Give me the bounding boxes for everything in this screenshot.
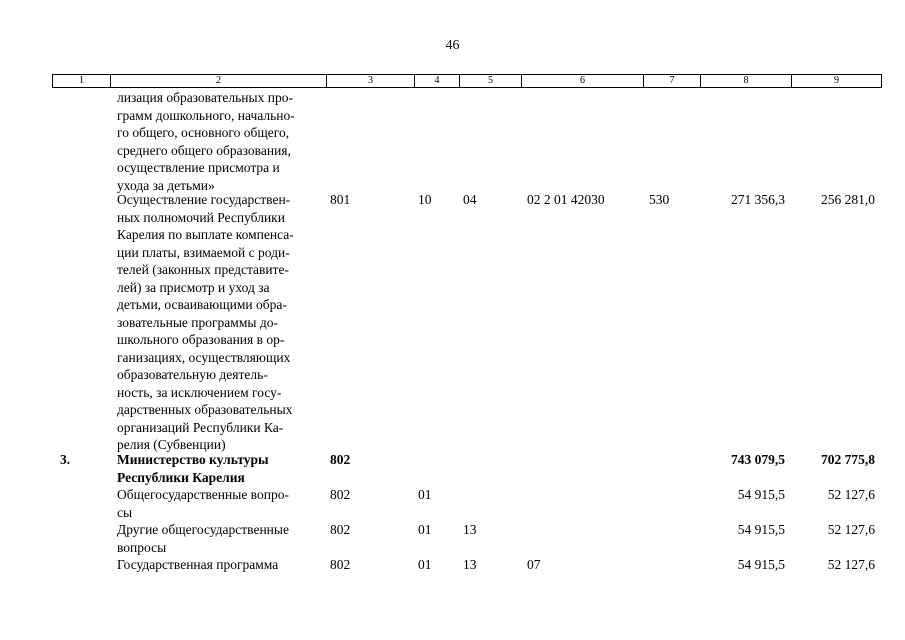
row-col-3: 802 (330, 452, 351, 467)
row-col-8: 743 079,5 (731, 452, 785, 467)
header-cell-2: 2 (111, 75, 327, 87)
header-cell-5: 5 (460, 75, 522, 87)
row-col-4: 01 (418, 487, 432, 502)
row-col-7: 530 (649, 192, 670, 207)
row-col-4: 01 (418, 557, 432, 572)
header-cell-8: 8 (701, 75, 792, 87)
row-col-5: 13 (463, 522, 477, 537)
row-col-4: 10 (418, 192, 432, 207)
row-name: Общегосударственные вопро- сы (117, 487, 289, 520)
row-name: лизация образовательных про- грамм дошкольного, начально- го общего, основного общего, среднего общего образования, осуществление присмотра и ухода за детьми» (117, 90, 295, 193)
row-col-6: 07 (527, 557, 541, 572)
row-col-8: 54 915,5 (737, 487, 785, 502)
row-name: Осуществление государствен- ных полномочий Республики Карелия по выплате компенса- ции платы, взимаемой с роди- телей (законных представите- лей) за присмотр и уход за детьми, осваивающими обра- зовательные программы до- школьного образования в ор- ганизациях, осуществляющих образовательную деятель- ность, за исключением госу- дарственных образовательных организаций Республики Ка- релия (Субвенции) (117, 192, 294, 452)
row-col-5: 13 (463, 557, 477, 572)
row-name: Министерство культуры Республики Карелия (117, 452, 269, 485)
header-cell-4: 4 (415, 75, 460, 87)
row-col-4: 01 (418, 522, 432, 537)
table-header-row (52, 74, 882, 88)
row-name: Государственная программа (117, 557, 279, 572)
header-cell-3: 3 (327, 75, 415, 87)
row-col-3: 802 (330, 522, 351, 537)
row-col-8: 54 915,5 (737, 522, 785, 537)
row-col-3: 801 (330, 192, 351, 207)
row-name: Другие общегосударственные вопросы (117, 522, 289, 555)
row-col-9: 52 127,6 (827, 557, 875, 572)
row-col-9: 702 775,8 (821, 452, 875, 467)
row-col-3: 802 (330, 487, 351, 502)
row-col-8: 271 356,3 (731, 192, 785, 207)
row-col-8: 54 915,5 (737, 557, 785, 572)
header-cell-6: 6 (522, 75, 644, 87)
header-cell-9: 9 (834, 75, 839, 86)
row-number: 3. (60, 452, 71, 467)
row-col-5: 04 (463, 192, 477, 207)
page-number: 46 (445, 38, 460, 53)
row-col-9: 52 127,6 (827, 487, 875, 502)
header-cell-1: 1 (53, 75, 111, 87)
row-col-9: 256 281,0 (821, 192, 875, 207)
header-cell-7: 7 (644, 75, 701, 87)
row-col-3: 802 (330, 557, 351, 572)
row-col-9: 52 127,6 (827, 522, 875, 537)
row-col-6: 02 2 01 42030 (527, 192, 605, 207)
